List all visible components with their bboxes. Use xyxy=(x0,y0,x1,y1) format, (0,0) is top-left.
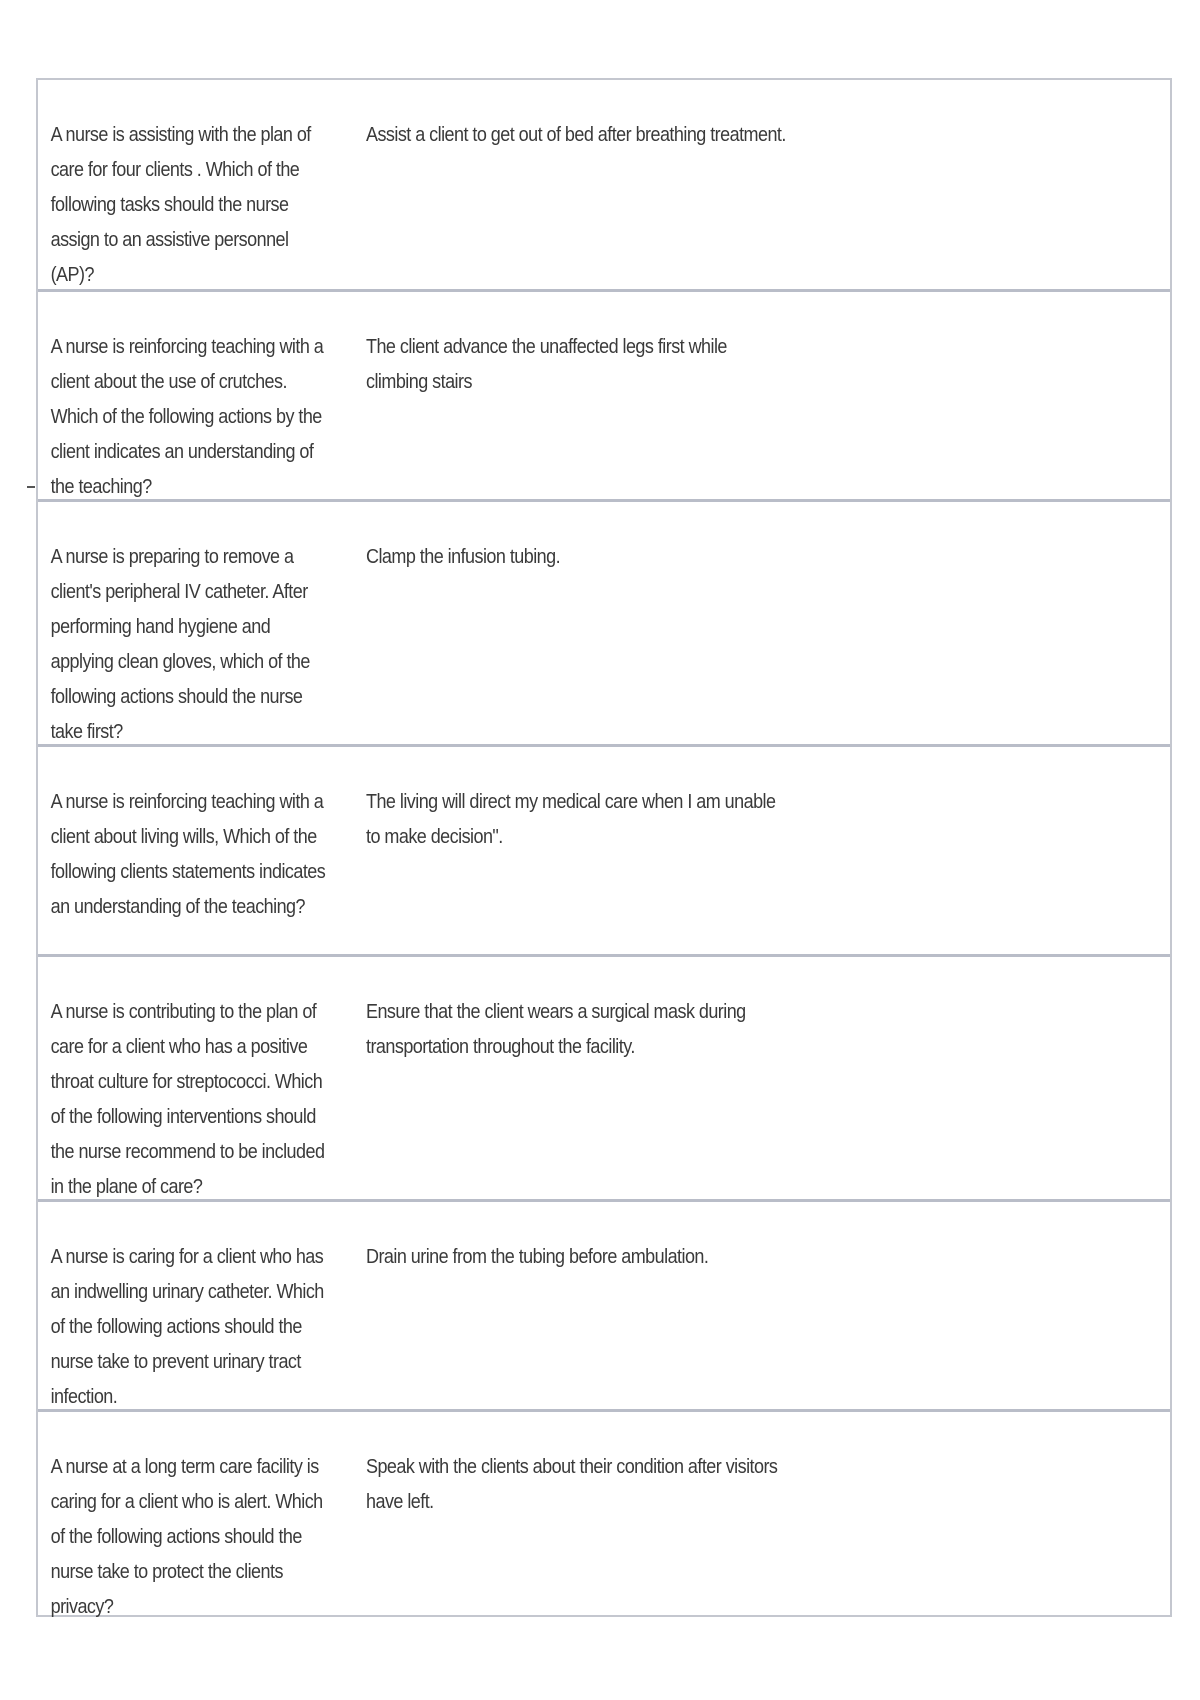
flashcard-row xyxy=(38,499,1170,744)
flashcard-row xyxy=(38,1199,1170,1409)
definition-text: The client advance the unaffected legs first while climbing stairs xyxy=(366,336,727,393)
term-cell: A nurse is reinforcing teaching with a client about the use of crutches. Which of the following actions by the client indicates an understanding of the teaching? xyxy=(50,336,324,498)
margin-tick-mark xyxy=(27,486,35,488)
flashcard-row xyxy=(38,744,1170,954)
definition-cell xyxy=(366,1202,1090,1409)
term-cell: A nurse is caring for a client who has an indwelling urinary catheter. Which of the following actions should the nurse take to prevent urinary tract infection. xyxy=(50,1246,324,1408)
definition-text: Assist a client to get out of bed after breathing treatment. xyxy=(366,124,786,146)
flashcard-row xyxy=(38,954,1170,1199)
term-cell: A nurse is reinforcing teaching with a client about living wills, Which of the following clients statements indicates an understanding of the teaching? xyxy=(50,791,326,918)
definition-text: Drain urine from the tubing before ambulation. xyxy=(366,1246,709,1268)
definition-cell xyxy=(366,80,1090,289)
flashcard-table xyxy=(36,78,1172,1617)
definition-cell xyxy=(366,502,1090,744)
flashcard-row xyxy=(38,289,1170,499)
flashcard-row xyxy=(38,1409,1170,1618)
definition-text: Ensure that the client wears a surgical mask during transportation throughout the facility. xyxy=(366,1001,746,1058)
flashcard-row xyxy=(38,80,1170,289)
definition-text: The living will direct my medical care when I am unable to make decision". xyxy=(366,791,776,848)
definition-cell xyxy=(366,292,1090,499)
definition-text: Clamp the infusion tubing. xyxy=(366,546,561,568)
definition-cell xyxy=(366,747,1090,954)
definition-cell xyxy=(366,957,1090,1199)
definition-cell xyxy=(366,1412,1090,1615)
term-cell: A nurse is preparing to remove a client's peripheral IV catheter. After performing hand hygiene and applying clean gloves, which of the following actions should the nurse take first? xyxy=(50,546,310,743)
term-cell: A nurse at a long term care facility is caring for a client who is alert. Which of the following actions should the nurse take to protect the clients privacy? xyxy=(50,1456,323,1618)
term-cell: A nurse is contributing to the plan of care for a client who has a positive throat culture for streptococci. Which of the following interventions should the nurse recommend to be included in the plane of care? xyxy=(50,1001,325,1198)
definition-text: Speak with the clients about their condition after visitors have left. xyxy=(366,1456,778,1513)
term-cell: A nurse is assisting with the plan of care for four clients . Which of the following tasks should the nurse assign to an assistive personnel (AP)? xyxy=(50,124,311,286)
